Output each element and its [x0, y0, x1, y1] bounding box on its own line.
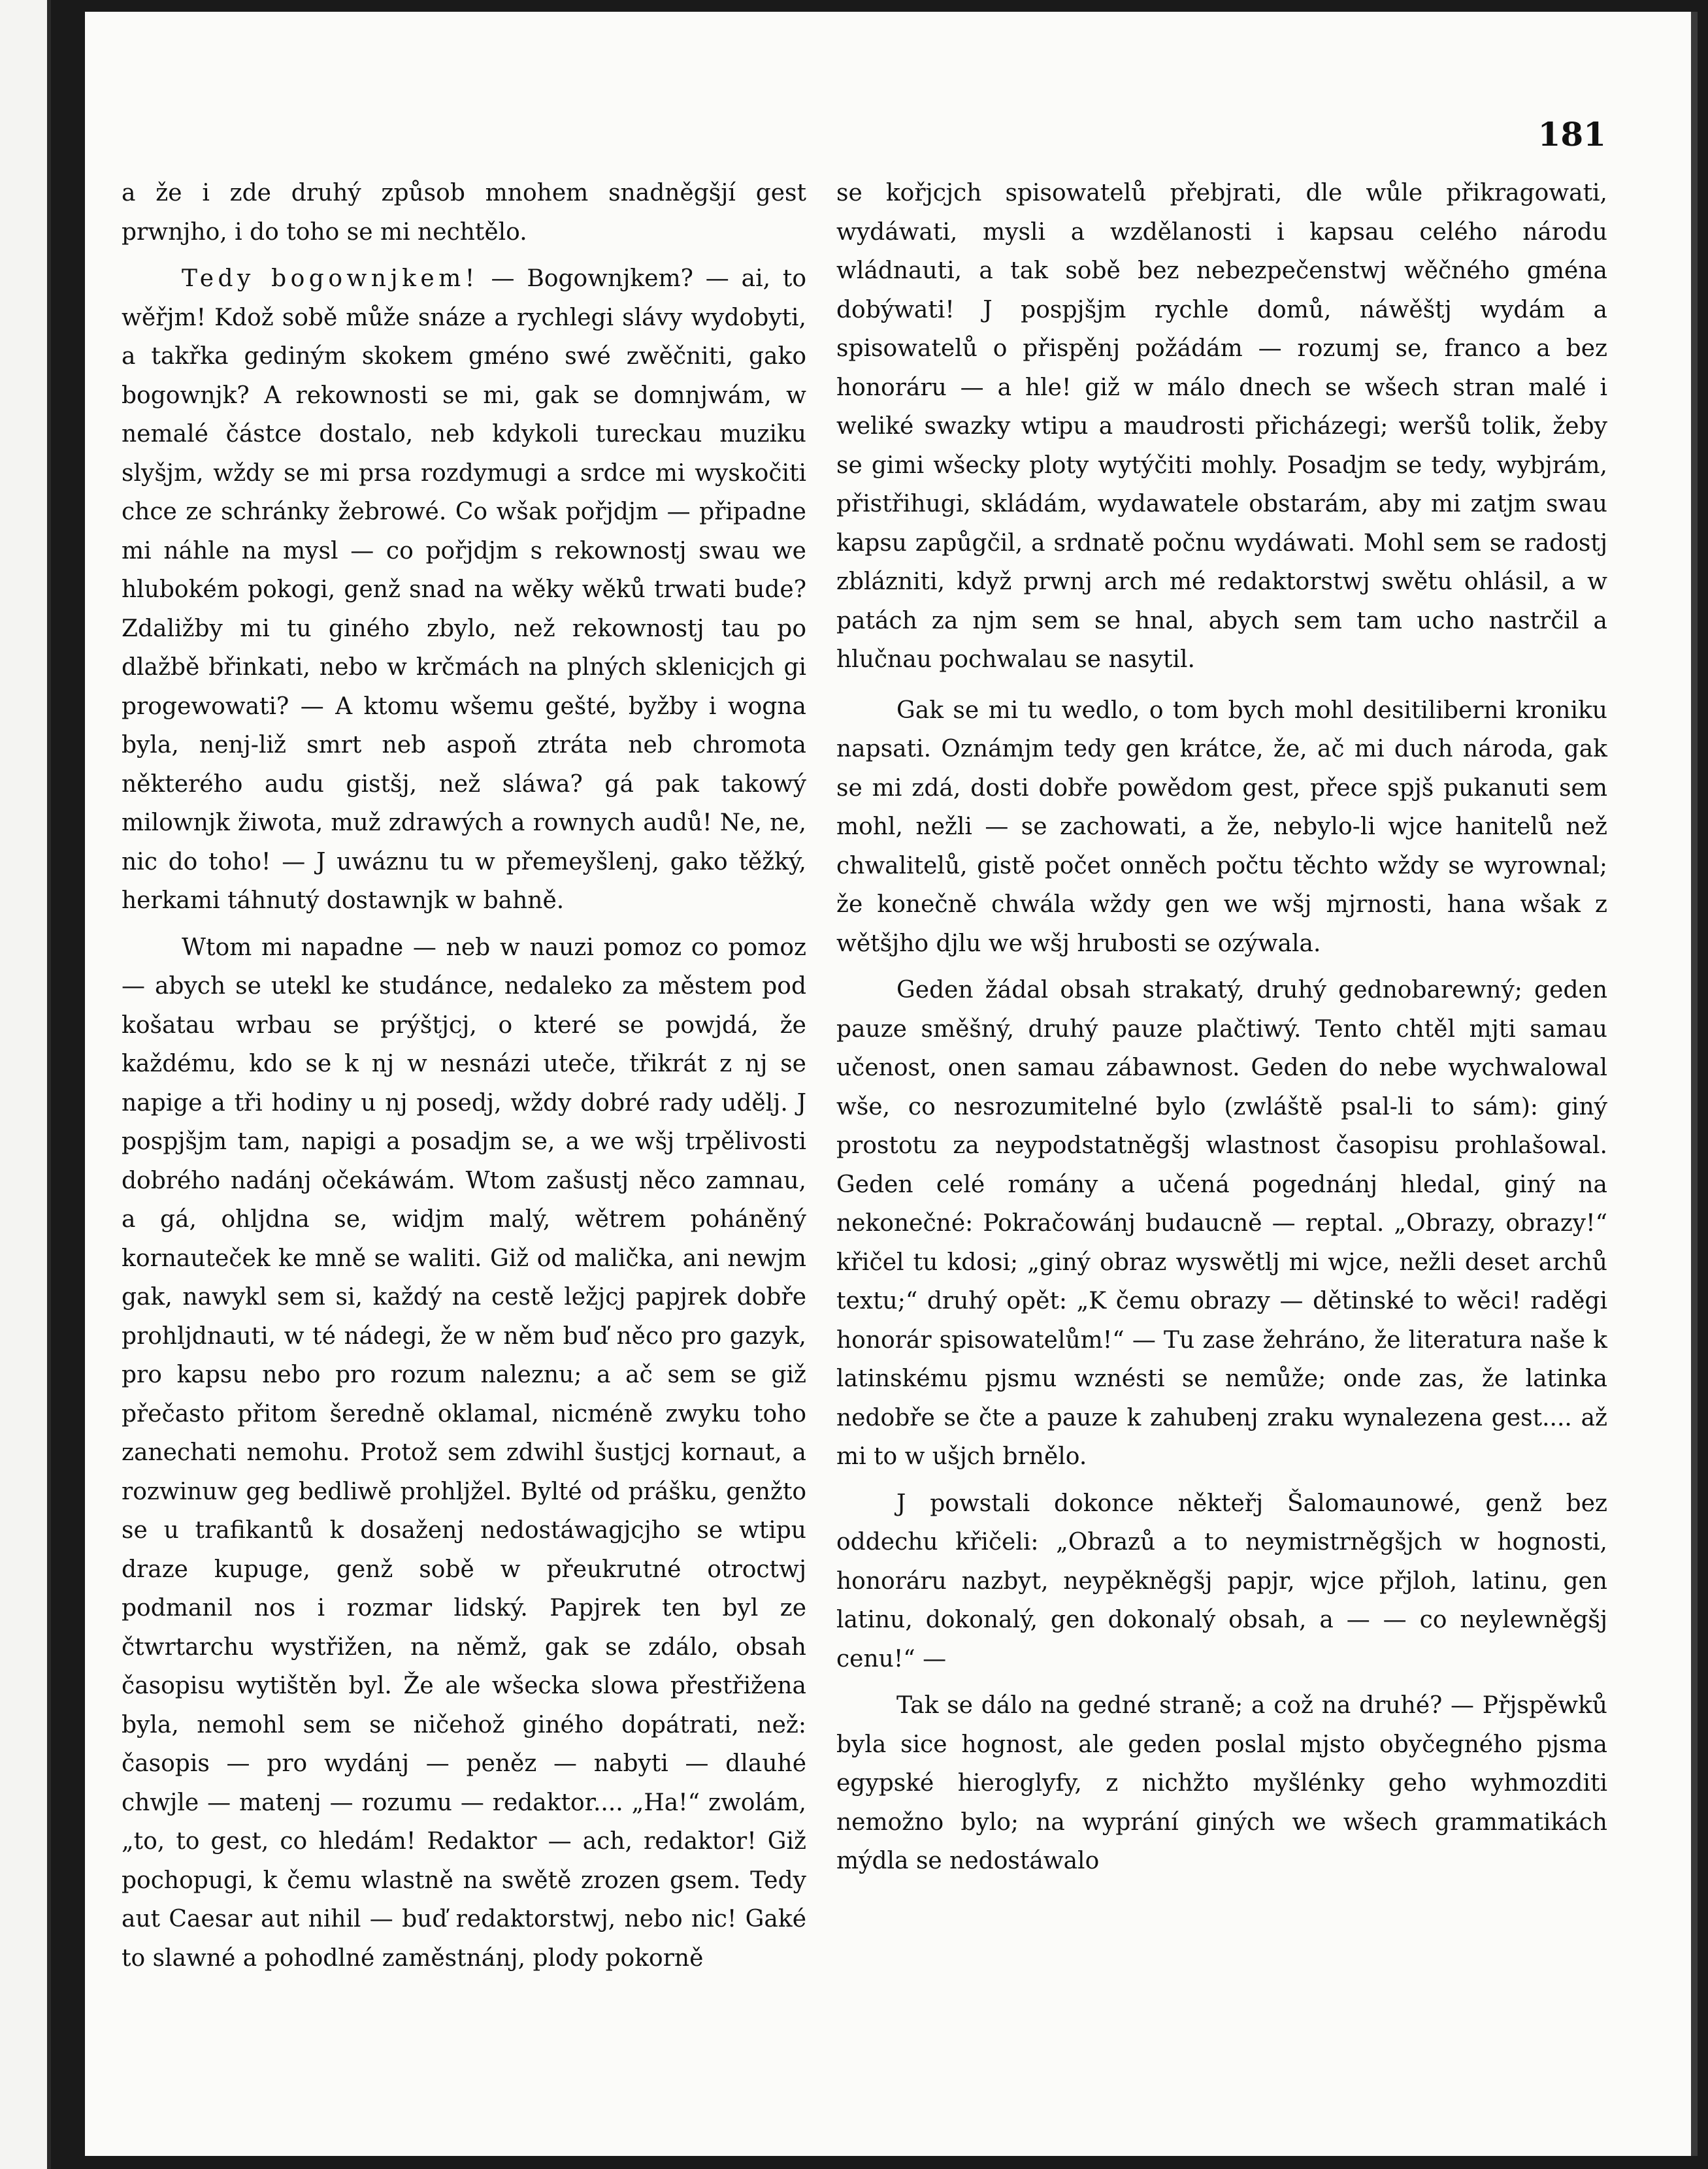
paragraph: Gak se mi tu wedlo, o tom bych mohl desitiliberni kroniku napsati. Oznámjm tedy gen krátce, že, ač mi duch národa, gak se mi zdá, dosti dobře powědom gest, přece spjš pukanuti sem mohl, nežli — se zachowati, a že, nebylo-li wjce hanitelů než chwalitelů, gistě počet onněch počtu těchto wždy se wyrownal; že konečně chwála wždy gen we wšj mjrnosti, hana wšak z wětšjho djlu we wšj hrubosti se ozýwala.: [836, 696, 1607, 957]
paragraph: se kořjcjch spisowatelů přebjrati, dle wůle přikragowati, wydáwati, mysli a wzdělanosti i kapsau celého národu wládnauti, a tak sobě bez nebezpečenstwj wěčného gména dobýwati! J pospjšjm rychle domů, náwěštj wydám a spisowatelů o přispěnj požádám — rozumj se, franco a bez honoráru — a hle! giž w málo dnech se wšech stran malé i weliké swazky wtipu a maudrosti přicházegi; weršů tolik, žeby se gimi wšecky ploty wytýčiti mohly. Posadjm se tedy, wybjrám, přistřihugi, skládám, wydawatele obstarám, aby mi zatjm swau kapsu zapůgčil, a srdnatě počnu wydáwati. Mohl sem se radostj zblázniti, když prwnj arch mé redaktorstwj swětu ohlásil, a w patách za njm sem se hnal, abych sem tam ucho nastrčil a hlučnau pochwalau se nasytil.: [836, 180, 1607, 673]
left-text-column: [122, 174, 806, 1978]
paragraph-text: — Bogownjkem? — ai, to wěřjm! Kdož sobě může snáze a rychlegi slávy wydobyti, a takřka gediným skokem gméno swé zwěčniti, gako bogownjk? A rekownosti se mi, gak se domnjwám, w nemalé částce dostalo, neb kdykoli tureckau muziku slyšjm, wždy se mi prsa rozdymugi a srdce mi wyskočiti chce ze schránky žebrowé. Co wšak pořjdjm — připadne mi náhle na mysl — co pořjdjm s rekownostj swau we hlubokém pokogi, genž snad na wěky wěků trwati bude? Zdaližby mi tu giného zbylo, než rekownostj tau po dlažbě břinkati, nebo w krčmách na plných sklenicjch gi progewowati? — A ktomu wšemu gešté, byžby i wogna byla, nenj-liž smrt neb aspoň ztráta neb chromota některého audu gistšj, než sláwa? gá pak takowý milownjk žiwota, muž zdrawých a rownych audů! Ne, ne, nic do toho! — J uwáznu tu w přemeyšlenj, gako těžký, herkami táhnutý dostawnjk w bahně.: [122, 265, 806, 914]
paragraph: Wtom mi napadne — neb w nauzi pomoz co pomoz — abych se utekl ke studánce, nedaleko za městem pod košatau wrbau se prýštjcj, o které se powjdá, že každému, kdo se k nj w nesnázi uteče, třikrát z nj se napige a tři hodiny u nj posedj, wždy dobré rady udělj. J pospjšjm tam, napigi a posadjm se, a we wšj trpělivosti dobrého nadánj očekáwám. Wtom zašustj něco zamnau, a gá, ohljdna se, widjm malý, wětrem poháněný kornauteček ke mně se waliti. Giž od malička, ani newjm gak, nawykl sem si, každý na cestě ležjcj papjrek dobře prohljdnauti, w té nádegi, že w něm buď něco pro gazyk, pro kapsu nebo pro rozum naleznu; a ač sem se giž přečasto přitom šeredně oklamal, nicméně zwyku toho zanechati nemohu. Protož sem zdwihl šustjcj kornaut, a rozwinuw geg bedliwě prohljžel. Bylté od prášku, genžto se u trafikantů k dosaženj nedostáwagjcjho se wtipu draze kupuge, genž sobě w přeukrutné otroctwj podmanil nos i rozmar lidský. Papjrek ten byl ze čtwrtarchu wystřižen, na němž, gak se zdálo, obsah časopisu wytištěn byl. Že ale wšecka slowa přestřižena byla, nemohl sem se ničehož giného dopátrati, než: časopis — pro wydánj — peněz — nabyti — dlauhé chwjle — matenj — rozumu — redaktor.... „Ha!“ zwolám, „to, to gest, co hledám! Redaktor — ach, redaktor! Giž pochopugi, k čemu wlastně na swětě zrozen gsem. Tedy aut Caesar aut nihil — buď redaktorstwj, nebo nic! Gaké to slawné a pohodlné zaměstnánj, plody pokorně: [122, 934, 806, 1972]
page-number: 181: [1537, 115, 1606, 154]
previous-page-edge: [0, 0, 51, 2169]
paragraph: J powstali dokonce někteřj Šalomaunowé, genž bez oddechu křičeli: „Obrazů a to neymistrněgšjch w hognosti, honoráru nazbyt, neypěkněgšj papjr, wjce přjloh, latinu, gen latinu, dokonalý, gen dokonalý obsah, a — — co neylewněgšj cenu!“ —: [836, 1490, 1607, 1672]
paragraph: Tak se dálo na gedné straně; a což na druhé? — Přjspěwků byla sice hognost, ale geden poslal mjsto obyčegného pjsma egypské hieroglyfy, z nichžto myšlénky geho wyhmozditi nemožno bylo; na wyprání giných we wšech grammatikách mýdla se nedostáwalo: [836, 1692, 1607, 1874]
book-page: [85, 12, 1698, 2156]
paragraph: [122, 259, 806, 921]
right-text-column: [836, 174, 1607, 1881]
paragraph: a že i zde druhý způsob mnohem snadněgšjí gest prwnjho, i do toho se mi nechtělo.: [122, 180, 806, 246]
paragraph: Geden žádal obsah strakatý, druhý gednobarewný; geden pauze směšný, druhý pauze plačtiwý. Tento chtěl mjti samau učenost, onen samau zábawnost. Geden do nebe wychwalowal wše, co nesrozumitelné bylo (zwláště psal-li to sám): giný prostotu za neypodstatněgšj wlastnost časopisu prohlašowal. Geden celé romány a učená pogednánj hledal, giný na nekonečné: Pokračowánj budaucně — reptal. „Obrazy, obrazy!“ křičel tu kdosi; „giný obraz wyswětlj mi wjce, nežli deset archů textu;“ druhý opět: „K čemu obrazy — dětinské to wěci! raděgi honorár spisowatelům!“ — Tu zase žehráno, že literatura naše k latinskému pjsmu wznésti se nemůže; onde zas, že latinka nedobře se čte a pauze k zahubenj zraku wynalezena gest.... až mi to w ušjch brnělo.: [836, 977, 1607, 1470]
spaced-emphasis: Tedy bogownjkem!: [182, 265, 479, 292]
